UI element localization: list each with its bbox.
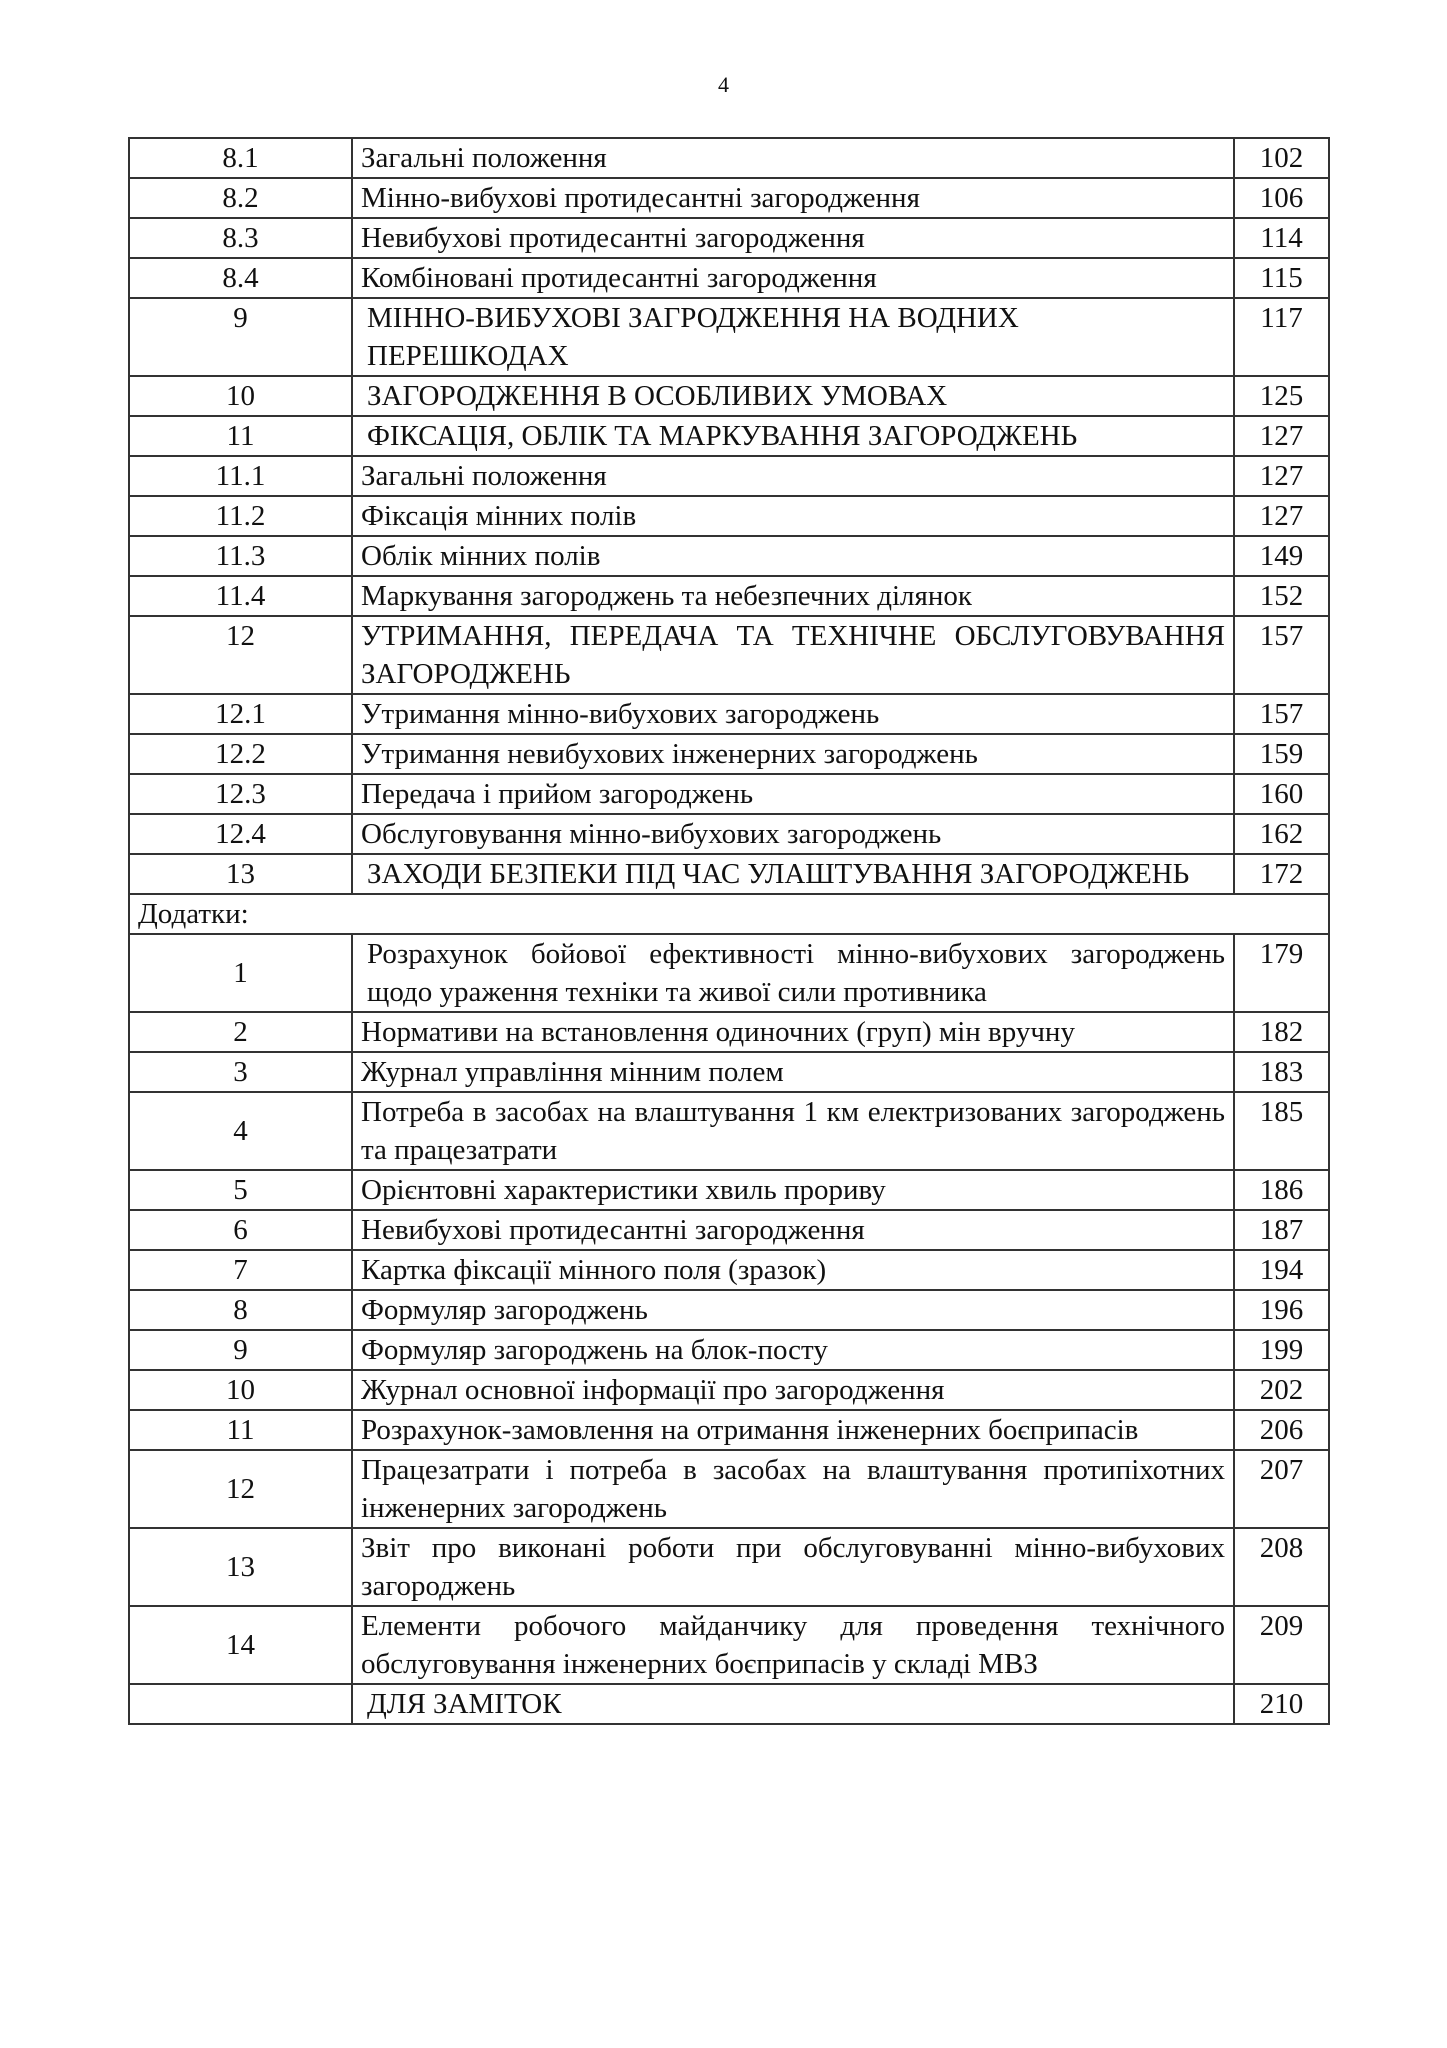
appendix-row-title: Розрахунок-замовлення на отримання інженерних боєприпасів xyxy=(352,1410,1234,1450)
toc-row-title: Обслуговування мінно-вибухових загороджень xyxy=(352,814,1234,854)
toc-row-title: УТРИМАННЯ, ПЕРЕДАЧА ТА ТЕХНІЧНЕ ОБСЛУГОВУВАННЯ ЗАГОРОДЖЕНЬ xyxy=(352,616,1234,694)
appendix-row-title: Звіт про виконані роботи при обслуговуванні мінно-вибухових загороджень xyxy=(352,1528,1234,1606)
appendix-row-title: Елементи робочого майданчику для проведення технічного обслуговування інженерних боєприпасів у складі МВЗ xyxy=(352,1606,1234,1684)
toc-row-number: 11.2 xyxy=(129,496,352,536)
toc-row xyxy=(129,416,1329,456)
appendix-row-number: 8 xyxy=(129,1290,352,1330)
toc-row-number: 12 xyxy=(129,616,352,694)
toc-row-page: 157 xyxy=(1234,694,1329,734)
toc-row xyxy=(129,854,1329,894)
toc-row xyxy=(129,576,1329,616)
toc-row xyxy=(129,178,1329,218)
appendix-row-title: Картка фіксації мінного поля (зразок) xyxy=(352,1250,1234,1290)
toc-row-title: Облік мінних полів xyxy=(352,536,1234,576)
toc-row xyxy=(129,536,1329,576)
notes-row-number xyxy=(129,1684,352,1724)
appendix-row-number: 3 xyxy=(129,1052,352,1092)
toc-row-page: 172 xyxy=(1234,854,1329,894)
toc-row-number: 11.4 xyxy=(129,576,352,616)
toc-row-page: 152 xyxy=(1234,576,1329,616)
notes-row-title: ДЛЯ ЗАМІТОК xyxy=(352,1684,1234,1724)
appendix-row-title: Журнал основної інформації про загородження xyxy=(352,1370,1234,1410)
appendix-row xyxy=(129,1450,1329,1528)
toc-row-title: Комбіновані протидесантні загородження xyxy=(352,258,1234,298)
appendix-row xyxy=(129,1410,1329,1450)
appendix-row-title: Формуляр загороджень xyxy=(352,1290,1234,1330)
toc-row-number: 13 xyxy=(129,854,352,894)
toc-row-title: ФІКСАЦІЯ, ОБЛІК ТА МАРКУВАННЯ ЗАГОРОДЖЕНЬ xyxy=(352,416,1234,456)
appendix-row xyxy=(129,1170,1329,1210)
toc-row-page: 102 xyxy=(1234,138,1329,178)
appendix-row-page: 209 xyxy=(1234,1606,1329,1684)
appendix-row-page: 187 xyxy=(1234,1210,1329,1250)
appendix-row-title: Нормативи на встановлення одиночних (груп) мін вручну xyxy=(352,1012,1234,1052)
toc-row xyxy=(129,456,1329,496)
appendix-row-number: 11 xyxy=(129,1410,352,1450)
appendix-row xyxy=(129,1528,1329,1606)
toc-row-number: 8.2 xyxy=(129,178,352,218)
toc-row xyxy=(129,258,1329,298)
appendix-row-page: 179 xyxy=(1234,934,1329,1012)
page-number: 4 xyxy=(718,72,729,97)
appendix-row xyxy=(129,1370,1329,1410)
toc-row-title: ЗАХОДИ БЕЗПЕКИ ПІД ЧАС УЛАШТУВАННЯ ЗАГОРОДЖЕНЬ xyxy=(352,854,1234,894)
appendix-row xyxy=(129,1012,1329,1052)
toc-row xyxy=(129,616,1329,694)
appendix-row-page: 208 xyxy=(1234,1528,1329,1606)
toc-row xyxy=(129,138,1329,178)
toc-row-title: Маркування загороджень та небезпечних ділянок xyxy=(352,576,1234,616)
appendix-row-page: 186 xyxy=(1234,1170,1329,1210)
appendix-row-number: 1 xyxy=(129,934,352,1012)
notes-row-page: 210 xyxy=(1234,1684,1329,1724)
toc-row-page: 127 xyxy=(1234,456,1329,496)
appendix-row-title: Потреба в засобах на влаштування 1 км електризованих загороджень та працезатрати xyxy=(352,1092,1234,1170)
toc-row-title: Фіксація мінних полів xyxy=(352,496,1234,536)
toc-row-page: 106 xyxy=(1234,178,1329,218)
toc-row-title: Утримання невибухових інженерних загороджень xyxy=(352,734,1234,774)
toc-row-page: 162 xyxy=(1234,814,1329,854)
table-of-contents xyxy=(128,137,1330,1725)
toc-row-page: 149 xyxy=(1234,536,1329,576)
toc-row-page: 157 xyxy=(1234,616,1329,694)
appendix-row-page: 206 xyxy=(1234,1410,1329,1450)
toc-row xyxy=(129,218,1329,258)
toc-row-number: 11.3 xyxy=(129,536,352,576)
toc-row-number: 12.3 xyxy=(129,774,352,814)
notes-row xyxy=(129,1684,1329,1724)
appendix-row-title: Працезатрати і потреба в засобах на влаштування протипіхотних інженерних загороджень xyxy=(352,1450,1234,1528)
appendix-row xyxy=(129,1210,1329,1250)
appendix-row-number: 9 xyxy=(129,1330,352,1370)
appendix-row xyxy=(129,1606,1329,1684)
toc-row-number: 9 xyxy=(129,298,352,376)
toc-row xyxy=(129,298,1329,376)
toc-row-number: 10 xyxy=(129,376,352,416)
toc-row-number: 8.4 xyxy=(129,258,352,298)
appendix-header-row xyxy=(129,894,1329,934)
appendix-row-number: 12 xyxy=(129,1450,352,1528)
appendix-row-title: Формуляр загороджень на блок-посту xyxy=(352,1330,1234,1370)
toc-row-page: 127 xyxy=(1234,416,1329,456)
appendix-row-number: 13 xyxy=(129,1528,352,1606)
appendix-row-number: 10 xyxy=(129,1370,352,1410)
toc-row-page: 160 xyxy=(1234,774,1329,814)
appendix-row-title: Журнал управління мінним полем xyxy=(352,1052,1234,1092)
appendix-row-page: 194 xyxy=(1234,1250,1329,1290)
toc-row-number: 11 xyxy=(129,416,352,456)
toc-row-title: Мінно-вибухові протидесантні загородження xyxy=(352,178,1234,218)
appendix-row-page: 199 xyxy=(1234,1330,1329,1370)
appendix-row-number: 6 xyxy=(129,1210,352,1250)
toc-row-title: Загальні положення xyxy=(352,138,1234,178)
toc-row xyxy=(129,694,1329,734)
toc-row-title: МІННО-ВИБУХОВІ ЗАГРОДЖЕННЯ НА ВОДНИХ ПЕРЕШКОДАХ xyxy=(352,298,1234,376)
toc-row xyxy=(129,376,1329,416)
appendix-row xyxy=(129,934,1329,1012)
appendix-row-page: 182 xyxy=(1234,1012,1329,1052)
appendix-row-title: Невибухові протидесантні загородження xyxy=(352,1210,1234,1250)
toc-row-title: Утримання мінно-вибухових загороджень xyxy=(352,694,1234,734)
toc-row-number: 11.1 xyxy=(129,456,352,496)
appendix-row-number: 7 xyxy=(129,1250,352,1290)
appendix-row xyxy=(129,1250,1329,1290)
appendix-row-page: 202 xyxy=(1234,1370,1329,1410)
appendix-label: Додатки: xyxy=(129,894,1329,934)
appendix-row-title: Орієнтовні характеристики хвиль прориву xyxy=(352,1170,1234,1210)
toc-row-page: 127 xyxy=(1234,496,1329,536)
toc-row xyxy=(129,814,1329,854)
appendix-row xyxy=(129,1052,1329,1092)
appendix-row-page: 185 xyxy=(1234,1092,1329,1170)
appendix-row xyxy=(129,1290,1329,1330)
appendix-row-page: 207 xyxy=(1234,1450,1329,1528)
toc-row-number: 8.3 xyxy=(129,218,352,258)
appendix-row-number: 2 xyxy=(129,1012,352,1052)
toc-row xyxy=(129,734,1329,774)
appendix-row-number: 4 xyxy=(129,1092,352,1170)
toc-row-page: 159 xyxy=(1234,734,1329,774)
toc-row-page: 115 xyxy=(1234,258,1329,298)
toc-row xyxy=(129,496,1329,536)
appendix-row-number: 5 xyxy=(129,1170,352,1210)
appendix-row xyxy=(129,1330,1329,1370)
toc-row-page: 114 xyxy=(1234,218,1329,258)
toc-row xyxy=(129,774,1329,814)
toc-row-number: 12.1 xyxy=(129,694,352,734)
toc-row-page: 125 xyxy=(1234,376,1329,416)
appendix-row-page: 183 xyxy=(1234,1052,1329,1092)
toc-row-title: Невибухові протидесантні загородження xyxy=(352,218,1234,258)
appendix-row xyxy=(129,1092,1329,1170)
toc-row-page: 117 xyxy=(1234,298,1329,376)
appendix-row-number: 14 xyxy=(129,1606,352,1684)
appendix-row-title: Розрахунок бойової ефективності мінно-вибухових загороджень щодо ураження техніки та живої сили противника xyxy=(352,934,1234,1012)
toc-row-title: Передача і прийом загороджень xyxy=(352,774,1234,814)
toc-row-title: ЗАГОРОДЖЕННЯ В ОСОБЛИВИХ УМОВАХ xyxy=(352,376,1234,416)
toc-row-number: 12.4 xyxy=(129,814,352,854)
toc-row-title: Загальні положення xyxy=(352,456,1234,496)
appendix-row-page: 196 xyxy=(1234,1290,1329,1330)
toc-row-number: 12.2 xyxy=(129,734,352,774)
toc-row-number: 8.1 xyxy=(129,138,352,178)
